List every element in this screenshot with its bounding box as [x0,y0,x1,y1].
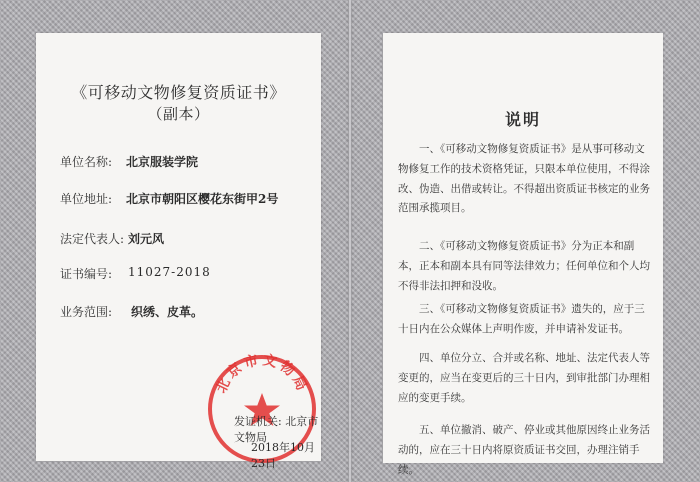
field-value-unit-name: 北京服装学院 [126,155,199,169]
notes-page [383,33,663,476]
note-paragraph-3: 三、《可移动文物修复资质证书》遗失的，应于三十日内在公众媒体上声明作废，并申请补发证书。 [398,303,645,335]
note-paragraph-5: 五、单位撤消、破产、停业或其他原因终止业务活动的，应在三十日内将原资质证书交回，办理注销手续。 [398,424,650,476]
note-paragraph-2: 二、《可移动文物修复资质证书》分为正本和副本，正本和副本具有同等法律效力；任何单位和个人均不得非法扣押和没收。 [398,240,650,292]
field-label-cert-number: 证书编号: [60,267,113,281]
seal-text: 北京市文物局 [213,353,311,396]
note-paragraph-4: 四、单位分立、合并或名称、地址、法定代表人等变更的，应当在变更后的三十日内，到审批部门办理相应的变更手续。 [398,352,650,404]
field-label-unit-name: 单位名称: [60,155,113,169]
certificate-subtitle: （副本） [147,105,210,123]
note-paragraph-1: 一、《可移动文物修复资质证书》是从事可移动文物修复工作的技术资格凭证，只限本单位使用，不得涂改、伪造、出借或转让。不得超出资质证书核定的业务范围承揽项目。 [398,143,650,215]
field-value-cert-number: 11027-2018 [128,265,211,279]
field-label-legal-rep: 法定代表人: [60,232,125,246]
field-value-legal-rep: 刘元风 [128,232,165,246]
field-label-unit-address: 单位地址: [60,192,113,206]
field-label-business-scope: 业务范围: [60,305,113,319]
certificate-title: 《可移动文物修复资质证书》 [71,83,286,102]
issue-date: 2018年10月23日 [251,441,315,470]
issuing-authority: 发证机关: 北京市文物局 [234,415,319,444]
booklet-fold [349,0,351,482]
certificate-page [36,33,321,470]
field-value-unit-address: 北京市朝阳区樱花东街甲2号 [126,192,279,206]
notes-title: 说明 [504,110,541,129]
svg-text:北京市文物局 [213,353,310,396]
field-value-business-scope: 织绣、皮革。 [131,305,204,319]
